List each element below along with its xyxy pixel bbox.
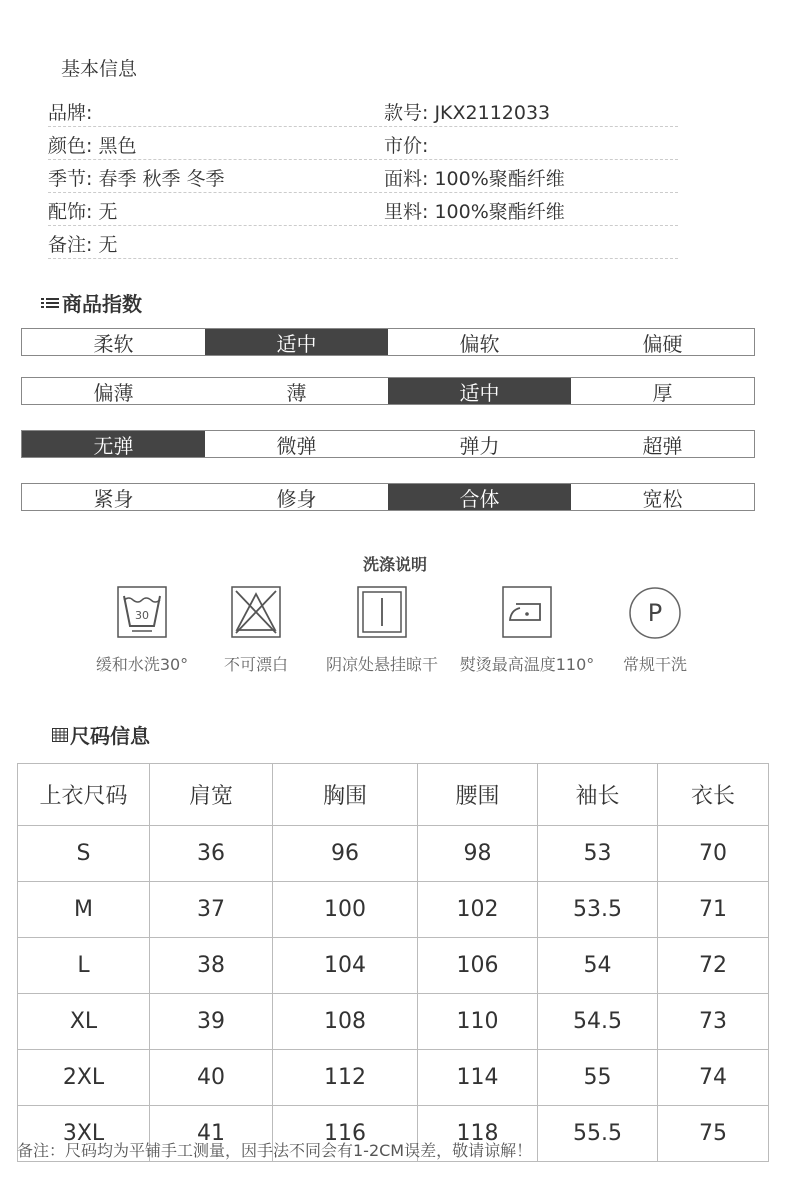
dry-clean-p-icon: [628, 586, 682, 640]
header-cell: 腰围: [418, 764, 538, 826]
wash-label: 缓和水洗30°: [95, 655, 189, 674]
header-cell: 肩宽: [150, 764, 273, 826]
table-cell: 37: [150, 882, 273, 938]
table-cell: 55.5: [538, 1106, 658, 1162]
table-cell: 102: [418, 882, 538, 938]
table-cell: 41: [150, 1106, 273, 1162]
wash-30-icon: [117, 586, 167, 638]
table-cell: 54: [538, 938, 658, 994]
table-cell: 3XL: [18, 1106, 150, 1162]
index-bar-softness: [21, 328, 755, 356]
info-row: [48, 193, 678, 226]
table-cell: 112: [273, 1050, 418, 1106]
table-cell: S: [18, 826, 150, 882]
table-cell: 110: [418, 994, 538, 1050]
size-info-heading: [52, 720, 150, 749]
table-row: [18, 1050, 769, 1106]
table-row: [18, 882, 769, 938]
size-table: [17, 763, 769, 1162]
table-cell: 55: [538, 1050, 658, 1106]
index-bar-thickness: [21, 377, 755, 405]
index-option: 偏硬: [642, 331, 683, 356]
table-cell: 106: [418, 938, 538, 994]
info-fabric: 面料: 100%聚酯纤维: [384, 168, 565, 190]
wash-item: [585, 586, 725, 674]
list-icon: [41, 296, 59, 310]
info-row: [48, 127, 678, 160]
table-cell: 118: [418, 1106, 538, 1162]
table-cell: 72: [658, 938, 769, 994]
table-cell: 54.5: [538, 994, 658, 1050]
info-row: [48, 160, 678, 193]
header-cell: 胸围: [273, 764, 418, 826]
table-cell: 114: [418, 1050, 538, 1106]
index-option-selected: 无弹: [22, 431, 205, 457]
index-option: 微弹: [276, 433, 317, 458]
table-cell: 116: [273, 1106, 418, 1162]
header-cell: 衣长: [658, 764, 769, 826]
info-accessories: 配饰: 无: [48, 201, 118, 223]
wash-item: [312, 586, 452, 674]
info-market-price: 市价:: [384, 135, 429, 157]
wash-label: 熨烫最高温度110°: [459, 655, 595, 674]
index-option: 紧身: [93, 486, 134, 511]
table-cell: XL: [18, 994, 150, 1050]
table-cell: 70: [658, 826, 769, 882]
svg-text:30: 30: [135, 609, 149, 622]
index-option-selected: 适中: [205, 329, 388, 355]
index-option: 超弹: [642, 433, 683, 458]
header-cell: 上衣尺码: [18, 764, 150, 826]
dashed-divider: [48, 258, 678, 259]
info-color: 颜色: 黑色: [48, 135, 137, 157]
table-cell: 96: [273, 826, 418, 882]
product-index-heading: [41, 288, 142, 317]
table-cell: 73: [658, 994, 769, 1050]
index-option: 偏薄: [93, 380, 134, 405]
table-header-row: [18, 764, 769, 826]
wash-item: [186, 586, 326, 674]
table-cell: 40: [150, 1050, 273, 1106]
table-cell: 104: [273, 938, 418, 994]
wash-label: 常规干洗: [622, 655, 687, 674]
info-style-number: 款号: JKX2112033: [384, 102, 551, 124]
index-option: 偏软: [459, 331, 500, 356]
table-cell: L: [18, 938, 150, 994]
grid-icon: [52, 728, 68, 742]
basic-info-title: 基本信息: [61, 58, 138, 80]
table-cell: 38: [150, 938, 273, 994]
index-bar-fit: [21, 483, 755, 511]
info-season: 季节: 春季 秋季 冬季: [48, 168, 225, 190]
index-option: 柔软: [93, 331, 134, 356]
table-cell: 39: [150, 994, 273, 1050]
table-row: [18, 938, 769, 994]
table-cell: 75: [658, 1106, 769, 1162]
index-option: 弹力: [459, 433, 500, 458]
index-option-selected: 合体: [388, 484, 571, 510]
washing-title: 洗涤说明: [362, 555, 427, 574]
index-option: 修身: [276, 486, 317, 511]
table-cell: 36: [150, 826, 273, 882]
table-cell: 98: [418, 826, 538, 882]
index-option: 薄: [286, 380, 307, 405]
table-row: [18, 826, 769, 882]
svg-text:P: P: [647, 599, 663, 627]
header-cell: 袖长: [538, 764, 658, 826]
table-cell: M: [18, 882, 150, 938]
table-cell: 71: [658, 882, 769, 938]
index-bar-elasticity: [21, 430, 755, 458]
info-row: [48, 94, 678, 127]
table-cell: 74: [658, 1050, 769, 1106]
size-info-title: 尺码信息: [70, 724, 150, 748]
size-note: 备注：尺码均为平铺手工测量，因手法不同会有1-2CM误差，敬请谅解！: [17, 1141, 533, 1160]
wash-label: 不可漂白: [223, 655, 288, 674]
no-bleach-icon: [231, 586, 281, 638]
table-cell: 53: [538, 826, 658, 882]
table-cell: 53.5: [538, 882, 658, 938]
info-row: [48, 226, 678, 259]
line-dry-shade-icon: [357, 586, 407, 638]
info-lining: 里料: 100%聚酯纤维: [384, 201, 565, 223]
table-cell: 108: [273, 994, 418, 1050]
table-row: [18, 994, 769, 1050]
info-remark: 备注: 无: [48, 234, 118, 256]
wash-item: [457, 586, 597, 674]
info-brand: 品牌:: [48, 102, 93, 124]
wash-label: 阴凉处悬挂晾干: [325, 655, 438, 674]
product-index-title: 商品指数: [62, 292, 142, 316]
iron-low-icon: [502, 586, 552, 638]
table-cell: 2XL: [18, 1050, 150, 1106]
index-option-selected: 适中: [388, 378, 571, 404]
index-option: 宽松: [642, 486, 683, 511]
index-option: 厚: [652, 380, 673, 405]
table-cell: 100: [273, 882, 418, 938]
